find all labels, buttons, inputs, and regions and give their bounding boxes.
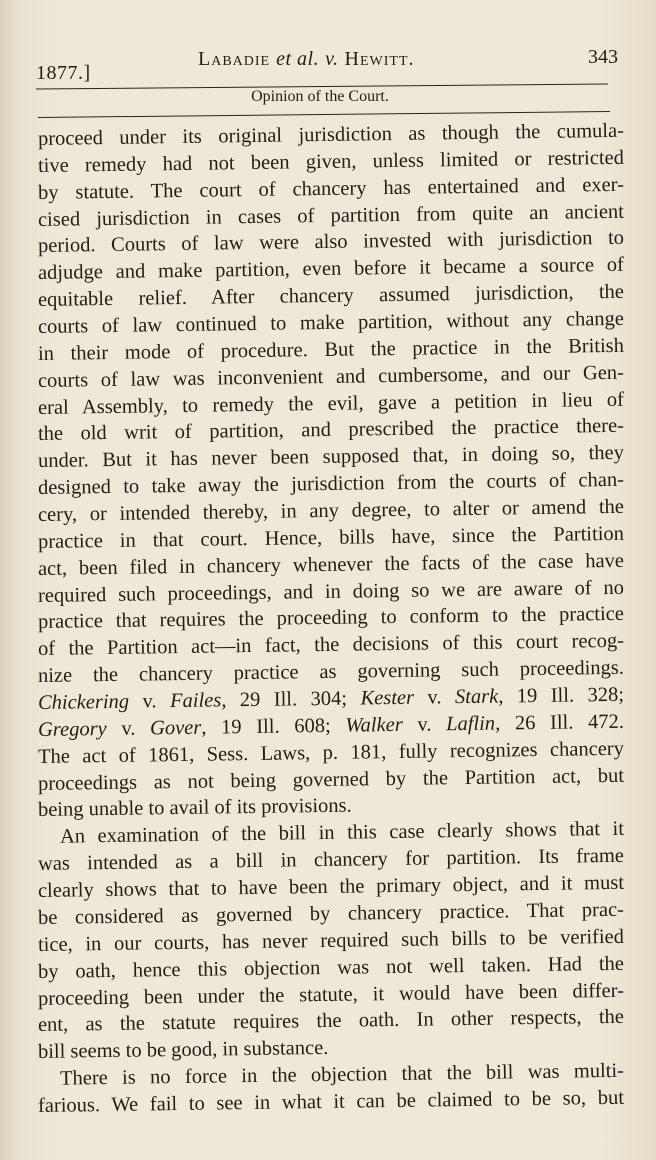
header-year: 1877.] <box>36 62 91 84</box>
text-line: being unable to avail of its provisions. <box>37 795 352 822</box>
text-line: act, been filed in chancery whenever the facts of the case have <box>37 549 625 580</box>
text-line: under. But it has never been supposed that, in doing so, they <box>37 442 625 473</box>
text-line: courts of law was inconvenient and cumbersome, and our Gen- <box>37 361 625 392</box>
text-line: proceeding been under the statute, it would have been differ- <box>37 979 625 1010</box>
text-line: period. Courts of law were also invested with jurisdiction to <box>37 227 625 258</box>
section-subhead: Opinion of the Court. <box>251 88 389 105</box>
text-line: Gregory v. Gover, 19 Ill. 608; Walker v. Laflin, 26 Ill. 472. <box>37 710 625 741</box>
header-title-etal: et al. <box>276 48 320 70</box>
running-header <box>36 44 626 84</box>
text-line: cised jurisdiction in cases of partition from quite an ancient <box>37 200 625 231</box>
text-line: adjudge and make partition, even before it became a source of <box>37 254 625 285</box>
text-line: be considered as governed by chancery practice. That prac- <box>37 898 625 929</box>
text-line: The act of 1861, Sess. Laws, p. 181, fully recognizes chancery <box>37 737 625 768</box>
text-line: tice, in our courts, has never required such bills to be verified <box>37 925 625 956</box>
text-line: practice that requires the proceeding to conform to the practice <box>37 603 625 634</box>
page-number: 343 <box>588 46 618 68</box>
text-line: farious. We fail to see in what it can be claimed to be so, but <box>37 1086 625 1117</box>
text-line: by oath, hence this objection was not well taken. Had the <box>37 952 625 983</box>
text-line: ent, as the statute requires the oath. In other respects, the <box>37 1006 625 1037</box>
text-line: was intended as a bill in chancery for partition. Its frame <box>37 845 625 876</box>
text-line: courts of law continued to make partition, without any change <box>37 307 625 339</box>
text-line: An examination of the bill in this case clearly shows that it <box>59 818 625 849</box>
opinion-text <box>37 119 625 1120</box>
text-line: Chickering v. Failes, 29 Ill. 304; Kester v. Stark, 19 Ill. 328; <box>37 683 625 715</box>
text-line: in their mode of procedure. But the practice in the British <box>37 334 625 365</box>
text-line: proceed under its original jurisdiction as though the cumula- <box>37 119 625 150</box>
text-line: of the Partition act—in fact, the decisions of this court recog- <box>37 630 625 661</box>
text-line: practice in that court. Hence, bills have, since the Partition <box>37 522 625 553</box>
text-line: cery, or intended thereby, in any degree, to alter or amend the <box>37 495 625 527</box>
text-line: required such proceedings, and in doing so we are aware of no <box>37 576 625 607</box>
header-case-title <box>198 48 415 71</box>
text-line: eral Assembly, to remedy the evil, gave a petition in lieu of <box>37 388 625 419</box>
text-line: bill seems to be good, in substance. <box>37 1037 329 1064</box>
text-line: the old writ of partition, and prescribed the practice there- <box>37 415 625 446</box>
text-line: equitable relief. After chancery assumed jurisdiction, the <box>37 280 625 312</box>
header-title-v: v. <box>325 48 339 70</box>
text-line: clearly shows that to have been the primary object, and it must <box>37 871 625 903</box>
header-title-prefix: Labadie <box>198 48 271 70</box>
text-line: There is no force in the objection that the bill was multi- <box>59 1059 625 1090</box>
text-line: proceedings as not being governed by the Partition act, but <box>37 764 625 795</box>
text-line: by statute. The court of chancery has entertained and exer- <box>37 173 625 204</box>
text-line: designed to take away the jurisdiction from the courts of chan- <box>37 468 625 500</box>
subhead-rule <box>38 111 610 118</box>
text-line: nize the chancery practice as governing such proceedings. <box>37 657 625 688</box>
header-title-suffix: Hewitt. <box>344 48 415 70</box>
text-line: tive remedy had not been given, unless limited or restricted <box>37 146 625 177</box>
